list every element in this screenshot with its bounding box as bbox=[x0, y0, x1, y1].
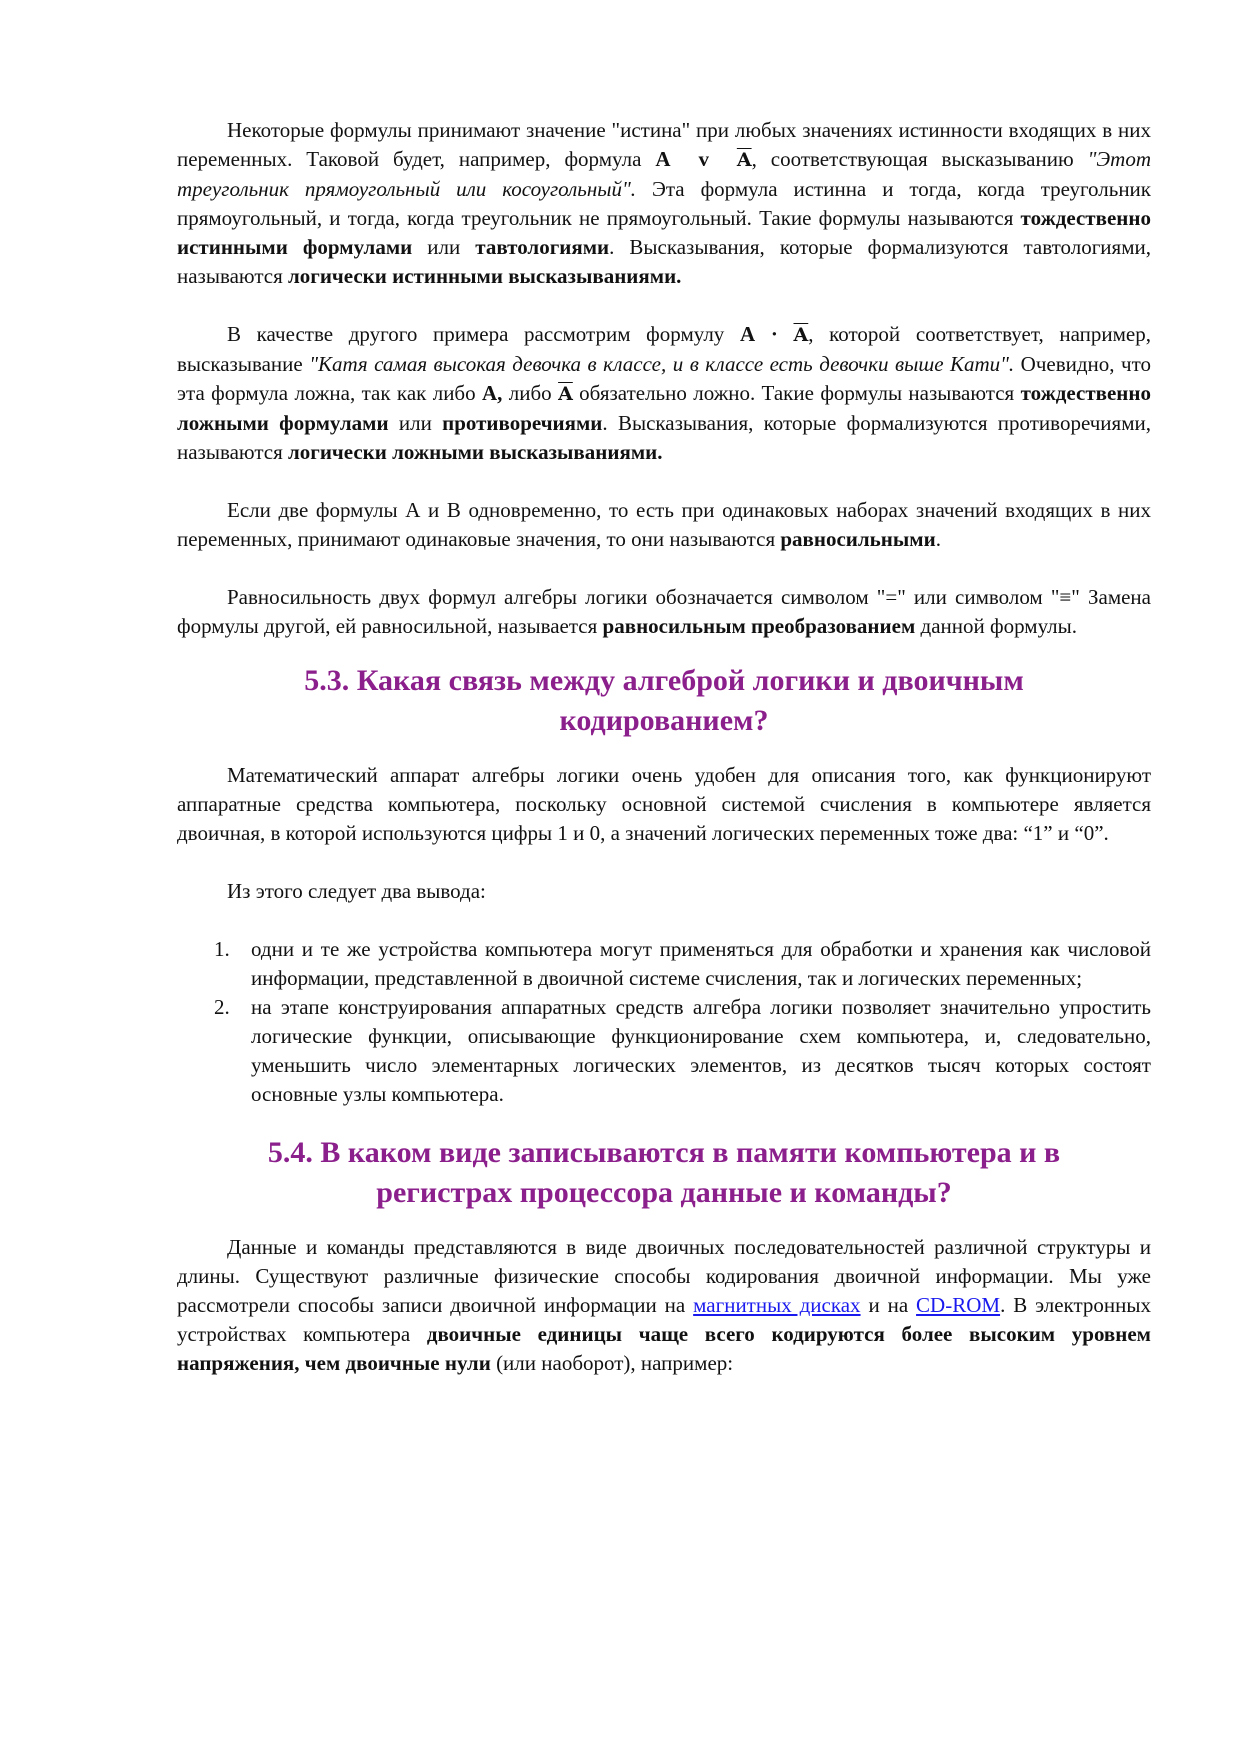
text: Равносильность двух формул алгебры логики обозначается символом "=" или символом "≡" Замена формулы другой, ей равносильной, называется bbox=[177, 585, 1151, 638]
section-heading-5-4: 5.4. В каком виде записываются в памяти компьютера и в регистрах процессора данные и команды? bbox=[267, 1136, 1061, 1209]
list-number: 1. bbox=[214, 937, 230, 961]
text: или bbox=[388, 411, 443, 435]
paragraph-binary-logic: Математический аппарат алгебры логики очень удобен для описания того, как функционируют аппаратные средства компьютера, поскольку основной системой счисления в компьютере является двоичная, в которой используются цифры 1 и 0, а значений логических переменных тоже два: “1” и “0”. bbox=[177, 763, 1151, 845]
paragraph-tautology bbox=[177, 116, 1151, 291]
text: Очевидно, что эта формула ложна, так как либо bbox=[177, 352, 1151, 405]
formula-var-a: A bbox=[739, 322, 756, 346]
formula-not-a: $\overline{A}$ bbox=[793, 324, 809, 346]
formula-var-a: A, bbox=[481, 381, 503, 405]
link-cd-rom[interactable]: CD-ROM bbox=[916, 1293, 1001, 1317]
term: противоречиями bbox=[442, 411, 603, 435]
text: . Высказывания, которые формализуются тавтологиями, называются bbox=[177, 235, 1151, 288]
document-page bbox=[177, 116, 1151, 1378]
term: тождественно ложными формулами bbox=[177, 381, 1152, 435]
conclusions-list bbox=[177, 935, 1151, 1109]
text: (или наоборот), например: bbox=[490, 1351, 734, 1375]
paragraph-data-commands bbox=[177, 1233, 1151, 1378]
paragraph-contradiction bbox=[177, 320, 1151, 467]
formula-and-symbol: · bbox=[770, 322, 778, 346]
text: Некоторые формулы принимают значение "истина" при любых значениях истинности входящих в них переменных. Таковой будет, например, формула bbox=[177, 118, 1151, 171]
text: , которой соответствует, например, высказывание bbox=[177, 322, 1151, 376]
text: . bbox=[935, 527, 941, 551]
text: Если две формулы А и В одновременно, то есть при одинаковых наборах значений входящих в них переменных, принимают одинаковые значения, то они называются bbox=[177, 498, 1151, 551]
section-heading-5-3: 5.3. Какая связь между алгеброй логики и двоичным кодированием? bbox=[304, 664, 1024, 737]
term: логически истинными высказываниями. bbox=[288, 264, 682, 288]
term: логически ложными высказываниями. bbox=[288, 440, 663, 464]
text: , соответствующая высказыванию bbox=[751, 147, 1088, 171]
text: данной формулы. bbox=[915, 614, 1077, 638]
text: или bbox=[412, 235, 476, 259]
text: . В электронных устройствах компьютера bbox=[177, 1293, 1151, 1346]
link-magnetic-disks[interactable]: магнитных дисках bbox=[693, 1293, 861, 1317]
text: Эта формула истинна и тогда, когда треугольник прямоугольный, и тогда, когда треугольник не прямоугольный. Такие формулы называются bbox=[177, 177, 1151, 230]
example-quote: "Катя самая высокая девочка в классе, и в классе есть девочки выше Кати". bbox=[309, 352, 1015, 376]
list-text: на этапе конструирования аппаратных средств алгебра логики позволяет значительно упростить логические функции, описывающие функционирование схем компьютера, и, следовательно, уменьшить число элементарных логических элементов, из десятков тысяч которых состоят основные узлы компьютера. bbox=[251, 995, 1151, 1106]
list-item bbox=[177, 935, 1151, 993]
text: либо bbox=[502, 381, 559, 405]
paragraph-equivalence-symbol bbox=[177, 583, 1151, 641]
example-quote: "Этот треугольник прямоугольный или косоугольный". bbox=[177, 147, 1151, 201]
term: двоичные единицы чаще всего кодируются более высоким уровнем напряжения, чем двоичные нули bbox=[177, 1322, 1151, 1375]
formula-not-a: $\overline{A}$ bbox=[736, 149, 752, 171]
list-text: одни и те же устройства компьютера могут применяться для обработки и хранения как числовой информации, представленной в двоичной системе счисления, так и логических переменных; bbox=[251, 937, 1151, 990]
formula-not-a: $\overline{A}$ bbox=[558, 383, 573, 405]
term: равносильным преобразованием bbox=[602, 614, 916, 638]
text: обязательно ложно. Такие формулы называются bbox=[572, 381, 1021, 405]
paragraph-conclusions-intro: Из этого следует два вывода: bbox=[227, 879, 486, 903]
text: . Высказывания, которые формализуются противоречиями, называются bbox=[177, 411, 1151, 464]
text: В качестве другого примера рассмотрим формулу bbox=[227, 322, 740, 346]
formula-var-a: A bbox=[655, 147, 671, 171]
text: Данные и команды представляются в виде двоичных последовательностей различной структуры и длины. Существуют различные физические способы кодирования двоичной информации. Мы уже рассмотрели способы записи двоичной информации на bbox=[177, 1235, 1151, 1317]
formula-or-symbol: v bbox=[698, 147, 709, 171]
term: тождественно истинными формулами bbox=[177, 206, 1151, 259]
list-number: 2. bbox=[214, 995, 230, 1019]
term: тавтологиями bbox=[475, 235, 610, 259]
paragraph-equivalent bbox=[177, 496, 1151, 554]
term: равносильными bbox=[780, 527, 936, 551]
text: и на bbox=[860, 1293, 917, 1317]
list-item bbox=[177, 993, 1151, 1109]
